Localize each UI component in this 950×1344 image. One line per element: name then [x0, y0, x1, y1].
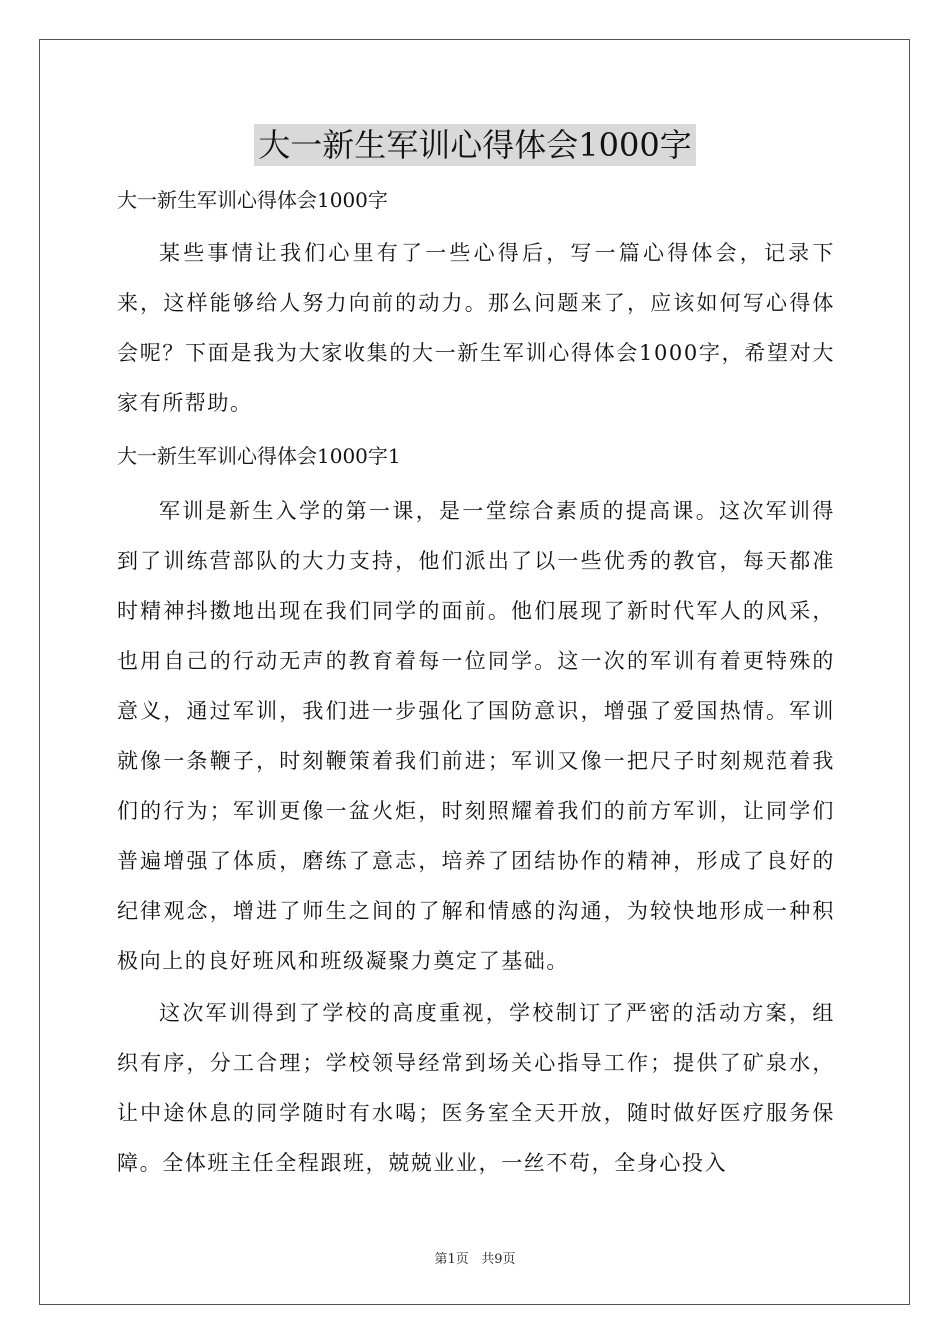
document-title: 大一新生军训心得体会1000字: [254, 124, 695, 166]
page-number: 第1页: [434, 1252, 469, 1267]
title-container: [0, 124, 950, 166]
section-heading: 大一新生军训心得体会1000字: [117, 188, 388, 212]
page-total: 共9页: [481, 1252, 516, 1267]
paragraph: 这次军训得到了学校的高度重视，学校制订了严密的活动方案，组织有序，分工合理；学校领导经常到场关心指导工作；提供了矿泉水，让中途休息的同学随时有水喝；医务室全天开放，随时做好医疗服务保障。全体班主任全程跟班，兢兢业业，一丝不苟，全身心投入: [117, 1001, 835, 1175]
paragraph: 某些事情让我们心里有了一些心得后，写一篇心得体会，记录下来，这样能够给人努力向前的动力。那么问题来了，应该如何写心得体会呢？下面是我为大家收集的大一新生军训心得体会1000字，希望对大家有所帮助。: [117, 241, 835, 415]
section-heading: 大一新生军训心得体会1000字1: [117, 444, 401, 468]
page-footer: [0, 1248, 950, 1267]
document-body: [117, 180, 835, 1188]
paragraph: 军训是新生入学的第一课，是一堂综合素质的提高课。这次军训得到了训练营部队的大力支持，他们派出了以一些优秀的教官，每天都准时精神抖擞地出现在我们同学的面前。他们展现了新时代军人的风采，也用自己的行动无声的教育着每一位同学。这一次的军训有着更特殊的意义，通过军训，我们进一步强化了国防意识，增强了爱国热情。军训就像一条鞭子，时刻鞭策着我们前进；军训又像一把尺子时刻规范着我们的行为；军训更像一盆火炬，时刻照耀着我们的前方军训，让同学们普遍增强了体质，磨练了意志，培养了团结协作的精神，形成了良好的纪律观念，增进了师生之间的了解和情感的沟通，为较快地形成一种积极向上的良好班风和班级凝聚力奠定了基础。: [117, 499, 835, 973]
